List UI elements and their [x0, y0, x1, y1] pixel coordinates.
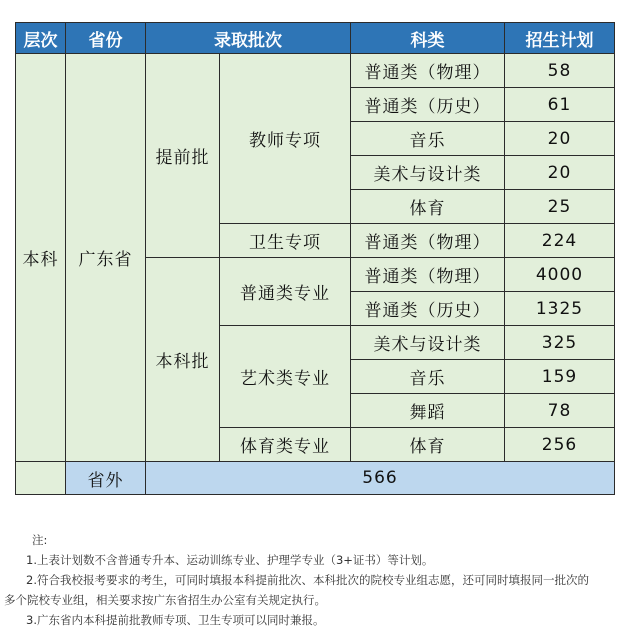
plan-cell: 224 [505, 224, 615, 258]
outside-province-row [16, 462, 615, 495]
header-level: 层次 [16, 23, 66, 54]
note-2-continued: 多个院校专业组，相关要求按广东省招生办公室有关规定执行。 [4, 593, 326, 607]
province-cell: 广东省 [66, 54, 146, 462]
table-header-row [16, 23, 615, 54]
category-cell: 普通类（历史） [351, 292, 505, 326]
plan-cell: 20 [505, 156, 615, 190]
category-cell: 体育 [351, 428, 505, 462]
header-plan: 招生计划 [505, 23, 615, 54]
plan-cell: 159 [505, 360, 615, 394]
sub-sports-cell: 体育类专业 [220, 428, 351, 462]
note-3: 3.广东省内本科提前批教师专项、卫生专项可以同时兼报。 [26, 613, 325, 627]
plan-cell: 61 [505, 88, 615, 122]
sub-art-cell: 艺术类专业 [220, 326, 351, 428]
plan-cell: 58 [505, 54, 615, 88]
enrollment-plan-table [15, 22, 615, 495]
category-cell: 美术与设计类 [351, 326, 505, 360]
category-cell: 音乐 [351, 122, 505, 156]
table-row [16, 54, 615, 88]
sub-teacher-cell: 教师专项 [220, 54, 351, 224]
batch-early-cell: 提前批 [146, 54, 220, 258]
category-cell: 普通类（物理） [351, 258, 505, 292]
category-cell: 舞蹈 [351, 394, 505, 428]
notes-section [4, 530, 626, 630]
outside-plan-cell: 566 [146, 462, 615, 495]
sub-health-cell: 卫生专项 [220, 224, 351, 258]
plan-cell: 256 [505, 428, 615, 462]
category-cell: 普通类（物理） [351, 54, 505, 88]
plan-cell: 4000 [505, 258, 615, 292]
header-province: 省份 [66, 23, 146, 54]
level-cell: 本科 [16, 54, 66, 462]
header-category: 科类 [351, 23, 505, 54]
notes-title: 注: [32, 533, 48, 547]
note-1: 1.上表计划数不含普通专升本、运动训练专业、护理学专业（3+证书）等计划。 [26, 553, 434, 567]
plan-cell: 1325 [505, 292, 615, 326]
header-batch: 录取批次 [146, 23, 351, 54]
batch-regular-cell: 本科批 [146, 258, 220, 462]
outside-label-cell: 省外 [66, 462, 146, 495]
category-cell: 体育 [351, 190, 505, 224]
category-cell: 音乐 [351, 360, 505, 394]
category-cell: 美术与设计类 [351, 156, 505, 190]
category-cell: 普通类（物理） [351, 224, 505, 258]
plan-cell: 325 [505, 326, 615, 360]
outside-level-empty [16, 462, 66, 495]
plan-cell: 20 [505, 122, 615, 156]
plan-cell: 25 [505, 190, 615, 224]
plan-cell: 78 [505, 394, 615, 428]
note-2: 2.符合我校报考要求的考生，可同时填报本科提前批次、本科批次的院校专业组志愿，还可同时填报同一批次的 [26, 573, 589, 587]
category-cell: 普通类（历史） [351, 88, 505, 122]
sub-general-cell: 普通类专业 [220, 258, 351, 326]
